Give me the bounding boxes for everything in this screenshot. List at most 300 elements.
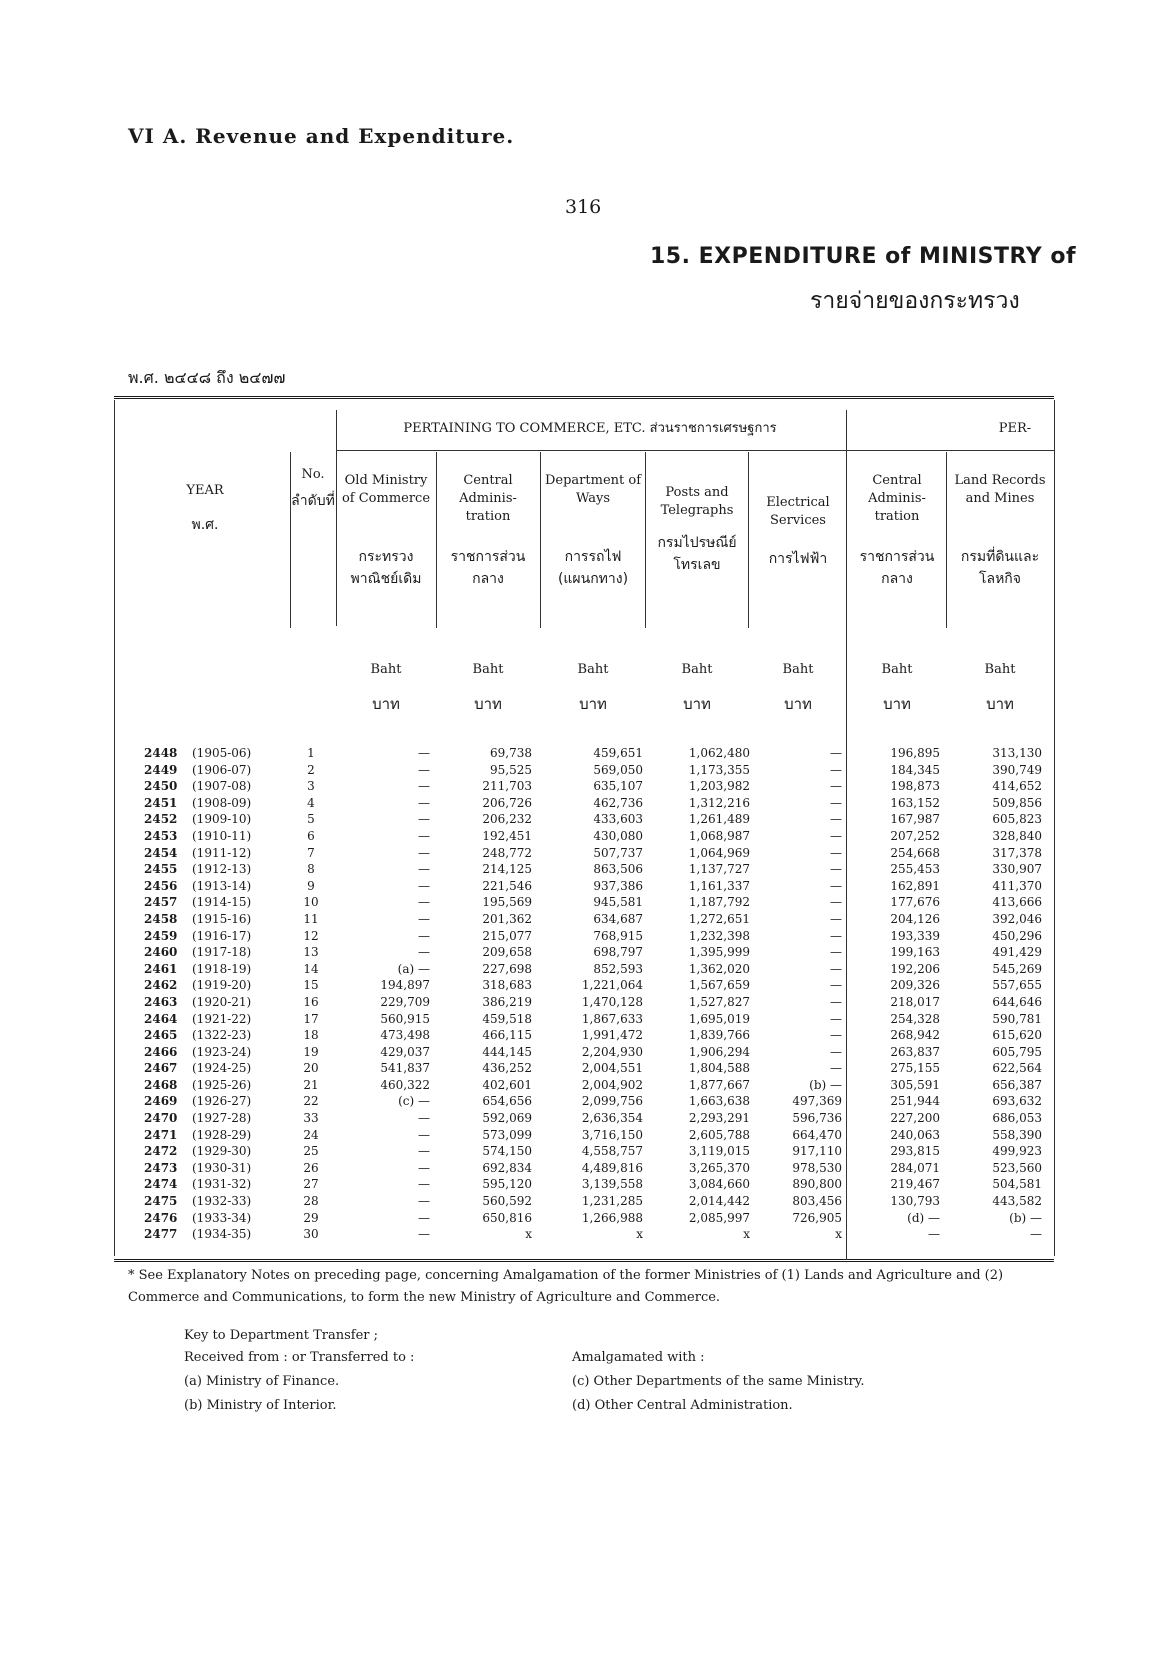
cell-electrical: 890,800 [792, 1177, 842, 1192]
unit-label: Baht [681, 662, 713, 677]
row-number: 5 [307, 812, 315, 827]
year-ad: (1910-11) [192, 828, 252, 843]
year-be: 2469 [144, 1094, 178, 1109]
year-be: 2461 [144, 961, 178, 976]
cell-land-records: 392,046 [992, 911, 1042, 926]
unit-label-thai: บาท [683, 695, 711, 713]
table-row [0, 1160, 1174, 1177]
cell-central-admin: 215,077 [482, 928, 532, 943]
year-ad: (1906-07) [192, 762, 252, 777]
cell-electrical: — [830, 928, 842, 943]
table-row [0, 928, 1174, 945]
table-row [0, 861, 1174, 878]
year-be: 2463 [144, 994, 178, 1009]
cell-dept-ways: 462,736 [593, 795, 643, 810]
cell-central-admin: 402,601 [482, 1077, 532, 1092]
cell-land-records: 411,370 [992, 878, 1042, 893]
col-divider [645, 452, 646, 628]
cell-land-records: 499,923 [992, 1144, 1042, 1159]
cell-land-records: 590,781 [992, 1011, 1042, 1026]
row-number: 26 [303, 1160, 319, 1175]
year-ad: (1921-22) [192, 1011, 252, 1026]
cell-posts-telegraphs: 1,068,987 [688, 828, 750, 843]
table-row [0, 911, 1174, 928]
year-be: 2474 [144, 1177, 178, 1192]
cell-dept-ways: 2,004,902 [581, 1077, 643, 1092]
unit-label-thai: บาท [784, 695, 812, 713]
footnotes [128, 1265, 1068, 1309]
cell-central-admin: 195,569 [482, 895, 532, 910]
year-ad: (1923-24) [192, 1044, 252, 1059]
col-header-year-thai: พ.ศ. [191, 517, 219, 533]
unit-label: Baht [984, 662, 1016, 677]
cell-central-admin: 573,099 [482, 1127, 532, 1142]
cell-dept-ways: 2,636,354 [581, 1111, 643, 1126]
cell-electrical: — [830, 1011, 842, 1026]
table-row [0, 745, 1174, 762]
cell-posts-telegraphs: 2,605,788 [688, 1127, 750, 1142]
year-be: 2473 [144, 1160, 178, 1175]
table-row [0, 1060, 1174, 1077]
year-be: 2476 [144, 1210, 178, 1225]
cell-land-records: 328,840 [992, 828, 1042, 843]
row-number: 1 [307, 746, 315, 760]
row-number: 27 [303, 1177, 319, 1192]
cell-old-ministry: — [418, 911, 430, 926]
cell-old-ministry: 473,498 [380, 1028, 430, 1043]
year-ad: (1913-14) [192, 878, 252, 893]
cell-central-admin-2: 167,987 [890, 812, 940, 827]
cell-central-admin-2: 209,326 [890, 978, 940, 993]
row-number: 7 [307, 845, 315, 860]
table-row [0, 1093, 1174, 1110]
row-number: 8 [307, 862, 315, 877]
cell-dept-ways: 768,915 [593, 928, 643, 943]
cell-land-records: 644,646 [992, 994, 1042, 1009]
cell-electrical: — [830, 1028, 842, 1043]
year-ad: (1915-16) [192, 911, 252, 926]
cell-land-records: 557,655 [992, 978, 1042, 993]
cell-central-admin: 650,816 [482, 1210, 532, 1225]
unit-label-thai: บาท [579, 695, 607, 713]
cell-land-records: 509,856 [992, 795, 1042, 810]
cell-posts-telegraphs: 1,137,727 [688, 862, 750, 877]
cell-old-ministry: — [418, 945, 430, 960]
cell-dept-ways: 634,687 [593, 911, 643, 926]
year-ad: (1924-25) [192, 1061, 252, 1076]
col-header-year: YEAR [186, 483, 224, 498]
year-be: 2467 [144, 1061, 178, 1076]
row-number: 29 [303, 1210, 319, 1225]
col-header-electrical-thai: การไฟฟ้า [768, 551, 828, 567]
year-ad: (1914-15) [192, 895, 252, 910]
cell-central-admin-2: 196,895 [890, 746, 940, 760]
cell-central-admin-2: 251,944 [890, 1094, 940, 1109]
col-header-old-ministry: Old Ministry of Commerce [341, 473, 431, 506]
cell-dept-ways: 1,991,472 [581, 1028, 643, 1043]
cell-dept-ways: 945,581 [593, 895, 643, 910]
year-be: 2458 [144, 911, 178, 926]
year-be: 2477 [144, 1227, 178, 1242]
cell-land-records: 330,907 [992, 862, 1042, 877]
cell-dept-ways: 863,506 [593, 862, 643, 877]
year-ad: (1928-29) [192, 1127, 252, 1142]
cell-land-records: 615,620 [992, 1028, 1042, 1043]
cell-central-admin: 201,362 [482, 911, 532, 926]
cell-dept-ways: 507,737 [593, 845, 643, 860]
cell-electrical: 497,369 [792, 1094, 842, 1109]
cell-central-admin-2: 305,591 [890, 1077, 940, 1092]
row-number: 20 [303, 1061, 319, 1076]
col-header-dept-ways: Department of Ways [544, 473, 641, 506]
cell-posts-telegraphs: 1,272,651 [688, 911, 750, 926]
table-row [0, 1110, 1174, 1127]
table-row [0, 977, 1174, 994]
cell-dept-ways: 4,489,816 [581, 1160, 643, 1175]
table-row [0, 944, 1174, 961]
cell-central-admin-2: 275,155 [890, 1061, 940, 1076]
cell-central-admin-2: 130,793 [890, 1194, 940, 1209]
table-row [0, 1210, 1174, 1227]
year-be: 2472 [144, 1144, 178, 1159]
cell-electrical: — [830, 895, 842, 910]
cell-old-ministry: — [418, 1177, 430, 1192]
cell-electrical: 596,736 [792, 1111, 842, 1126]
year-be: 2453 [144, 828, 178, 843]
group-header-commerce: PERTAINING TO COMMERCE, ETC. ส่วนราชการเศรษฐการ [403, 421, 777, 436]
cell-old-ministry: — [418, 795, 430, 810]
year-be: 2454 [144, 845, 178, 860]
row-number: 6 [307, 828, 315, 843]
cell-electrical: — [830, 994, 842, 1009]
cell-posts-telegraphs: 1,567,659 [688, 978, 750, 993]
table-row [0, 894, 1174, 911]
col-header-old-ministry-thai: กระทรวงพาณิชย์เดิม [350, 549, 422, 587]
year-be: 2460 [144, 945, 178, 960]
cell-posts-telegraphs: 1,261,489 [688, 812, 750, 827]
cell-land-records: 413,666 [992, 895, 1042, 910]
col-divider [748, 452, 749, 628]
cell-electrical: — [830, 795, 842, 810]
year-be: 2468 [144, 1077, 178, 1092]
year-ad: (1909-10) [192, 812, 252, 827]
year-be: 2459 [144, 928, 178, 943]
unit-label: Baht [881, 662, 913, 677]
cell-central-admin: 692,834 [482, 1160, 532, 1175]
section-heading: VI A. Revenue and Expenditure. [128, 124, 515, 148]
cell-old-ministry: — [418, 878, 430, 893]
cell-electrical: — [830, 828, 842, 843]
cell-central-admin-2: 199,163 [890, 945, 940, 960]
cell-dept-ways: 1,231,285 [581, 1194, 643, 1209]
year-be: 2449 [144, 762, 178, 777]
unit-label-thai: บาท [883, 695, 911, 713]
row-number: 15 [303, 978, 319, 993]
cell-central-admin: 318,683 [482, 978, 532, 993]
table-row [0, 1127, 1174, 1144]
row-number: 25 [303, 1144, 319, 1159]
year-be: 2466 [144, 1044, 178, 1059]
row-number: 3 [307, 779, 315, 794]
year-be: 2452 [144, 812, 178, 827]
cell-old-ministry: — [418, 895, 430, 910]
cell-electrical: — [830, 1061, 842, 1076]
row-number: 14 [303, 961, 319, 976]
year-ad: (1929-30) [192, 1144, 252, 1159]
cell-central-admin: 459,518 [482, 1011, 532, 1026]
explanatory-note: * See Explanatory Notes on preceding page, concerning Amalgamation of the former Ministries of (1) Lands and Agriculture and (2) Commerce and Communications, to form the new Ministry of Agriculture and Commerce. [128, 1268, 1004, 1305]
cell-central-admin-2: 227,200 [890, 1111, 940, 1126]
year-ad: (1916-17) [192, 928, 252, 943]
cell-posts-telegraphs: 1,161,337 [688, 878, 750, 893]
year-ad: (1925-26) [192, 1077, 252, 1092]
cell-central-admin: 436,252 [482, 1061, 532, 1076]
table-row [0, 1011, 1174, 1028]
cell-old-ministry: — [418, 1227, 430, 1242]
cell-electrical: — [830, 762, 842, 777]
key-c: (c) Other Departments of the same Ministry. [572, 1374, 865, 1389]
year-be: 2464 [144, 1011, 178, 1026]
col-header-land-records: Land Records and Mines [954, 473, 1046, 506]
cell-posts-telegraphs: 3,084,660 [688, 1177, 750, 1192]
cell-posts-telegraphs: 1,877,667 [688, 1077, 750, 1092]
cell-dept-ways: 1,470,128 [581, 994, 643, 1009]
table-row [0, 1193, 1174, 1210]
cell-old-ministry: — [418, 1210, 430, 1225]
cell-land-records: 443,582 [992, 1194, 1042, 1209]
cell-central-admin-2: 219,467 [890, 1177, 940, 1192]
cell-posts-telegraphs: 3,119,015 [688, 1144, 750, 1159]
cell-old-ministry: 429,037 [380, 1044, 430, 1059]
key-b: (b) Ministry of Interior. [184, 1398, 337, 1413]
row-number: 12 [303, 928, 319, 943]
cell-old-ministry: — [418, 812, 430, 827]
cell-dept-ways: 937,386 [593, 878, 643, 893]
cell-electrical: 664,470 [792, 1127, 842, 1142]
row-number: 22 [303, 1094, 319, 1109]
year-range: พ.ศ. ๒๔๔๘ ถึง ๒๔๗๗ [128, 368, 286, 387]
col-header-no: No. [301, 467, 325, 482]
cell-old-ministry: (a) — [397, 961, 430, 976]
year-be: 2450 [144, 779, 178, 794]
cell-posts-telegraphs: 2,085,997 [688, 1210, 750, 1225]
cell-dept-ways: 3,139,558 [581, 1177, 643, 1192]
cell-land-records: 313,130 [992, 746, 1042, 760]
col-divider [946, 452, 947, 628]
cell-electrical: — [830, 1044, 842, 1059]
cell-old-ministry: 541,837 [380, 1061, 430, 1076]
year-ad: (1912-13) [192, 862, 252, 877]
cell-dept-ways: 1,221,064 [581, 978, 643, 993]
table-row [0, 762, 1174, 779]
cell-posts-telegraphs: 1,203,982 [688, 779, 750, 794]
cell-electrical: — [830, 945, 842, 960]
year-be: 2455 [144, 862, 178, 877]
cell-central-admin-2: 254,328 [890, 1011, 940, 1026]
page-number: 316 [565, 196, 602, 218]
row-number: 21 [303, 1077, 319, 1092]
cell-central-admin-2: 162,891 [890, 878, 940, 893]
cell-old-ministry: 229,709 [380, 994, 430, 1009]
year-be: 2448 [144, 746, 178, 760]
cell-dept-ways: 4,558,757 [581, 1144, 643, 1159]
table-row [0, 1027, 1174, 1044]
key-d: (d) Other Central Administration. [572, 1398, 793, 1413]
table-title: 15. EXPENDITURE of MINISTRY of [650, 244, 1077, 269]
cell-electrical: — [830, 878, 842, 893]
cell-land-records: 686,053 [992, 1111, 1042, 1126]
cell-electrical: x [835, 1227, 842, 1242]
cell-electrical: — [830, 779, 842, 794]
cell-old-ministry: — [418, 762, 430, 777]
cell-dept-ways: 1,266,988 [581, 1210, 643, 1225]
cell-electrical: — [830, 812, 842, 827]
cell-dept-ways: 2,204,930 [581, 1044, 643, 1059]
year-ad: (1322-23) [192, 1028, 252, 1043]
cell-posts-telegraphs: 2,014,442 [688, 1194, 750, 1209]
cell-old-ministry: — [418, 828, 430, 843]
year-ad: (1934-35) [192, 1227, 252, 1242]
cell-central-admin: 654,656 [482, 1094, 532, 1109]
year-be: 2470 [144, 1111, 178, 1126]
table-row [0, 878, 1174, 895]
cell-posts-telegraphs: x [743, 1227, 750, 1242]
cell-central-admin-2: 163,152 [890, 795, 940, 810]
cell-land-records: 558,390 [992, 1127, 1042, 1142]
cell-posts-telegraphs: 1,312,216 [688, 795, 750, 810]
cell-dept-ways: 852,593 [593, 961, 643, 976]
cell-dept-ways: 1,867,633 [581, 1011, 643, 1026]
cell-posts-telegraphs: 1,839,766 [688, 1028, 750, 1043]
cell-old-ministry: — [418, 779, 430, 794]
table-title-thai: รายจ่ายของกระทรวง [810, 288, 1020, 314]
cell-central-admin-2: 268,942 [890, 1028, 940, 1043]
cell-central-admin-2: — [928, 1227, 940, 1242]
cell-land-records: — [1030, 1227, 1042, 1242]
cell-old-ministry: — [418, 1111, 430, 1126]
cell-posts-telegraphs: 1,906,294 [688, 1044, 750, 1059]
cell-posts-telegraphs: 1,527,827 [688, 994, 750, 1009]
year-ad: (1932-33) [192, 1194, 252, 1209]
row-number: 24 [303, 1127, 319, 1142]
cell-electrical: (b) — [809, 1077, 842, 1092]
year-be: 2457 [144, 895, 178, 910]
cell-electrical: 726,905 [792, 1210, 842, 1225]
row-number: 19 [303, 1044, 319, 1059]
cell-old-ministry: — [418, 928, 430, 943]
cell-central-admin-2: 207,252 [890, 828, 940, 843]
col-header-central-admin-thai: ราชการส่วนกลาง [450, 549, 526, 587]
row-number: 28 [303, 1194, 319, 1209]
year-ad: (1919-20) [192, 978, 252, 993]
cell-land-records: 605,823 [992, 812, 1042, 827]
year-ad: (1905-06) [192, 746, 252, 760]
col-divider [436, 452, 437, 628]
cell-dept-ways: 635,107 [593, 779, 643, 794]
year-be: 2471 [144, 1127, 178, 1142]
row-number: 13 [303, 945, 319, 960]
cell-central-admin-2: 263,837 [890, 1044, 940, 1059]
col-header-posts-thai: กรมไปรษณีย์โทรเลข [657, 535, 737, 573]
cell-posts-telegraphs: 1,187,792 [688, 895, 750, 910]
cell-posts-telegraphs: 1,062,480 [688, 746, 750, 760]
cell-land-records: 622,564 [992, 1061, 1042, 1076]
row-number: 17 [303, 1011, 319, 1026]
cell-electrical: — [830, 845, 842, 860]
cell-central-admin-2: 177,676 [890, 895, 940, 910]
row-number: 4 [307, 795, 315, 810]
cell-dept-ways: 698,797 [593, 945, 643, 960]
cell-central-admin: 206,232 [482, 812, 532, 827]
col-divider [336, 410, 337, 626]
row-number: 2 [307, 762, 315, 777]
cell-land-records: (b) — [1009, 1210, 1042, 1225]
year-ad: (1907-08) [192, 779, 252, 794]
cell-old-ministry: (c) — [398, 1094, 430, 1109]
cell-central-admin: 192,451 [482, 828, 532, 843]
cell-old-ministry: — [418, 1160, 430, 1175]
cell-old-ministry: — [418, 862, 430, 877]
cell-posts-telegraphs: 1,663,638 [688, 1094, 750, 1109]
cell-central-admin: 209,658 [482, 945, 532, 960]
row-number: 11 [303, 911, 319, 926]
cell-old-ministry: — [418, 746, 430, 760]
col-header-central-admin-2-thai: ราชการส่วนกลาง [859, 549, 935, 587]
group-header-per: PER- [998, 421, 1032, 436]
table-row [0, 994, 1174, 1011]
year-be: 2451 [144, 795, 178, 810]
cell-central-admin: 592,069 [482, 1111, 532, 1126]
year-ad: (1931-32) [192, 1177, 252, 1192]
cell-dept-ways: x [636, 1227, 643, 1242]
group-header-rule [336, 450, 1054, 451]
col-header-central-admin-2: Central Adminis- tration [868, 473, 926, 524]
cell-posts-telegraphs: 1,173,355 [688, 762, 750, 777]
table-row [0, 845, 1174, 862]
cell-dept-ways: 430,080 [593, 828, 643, 843]
table-row [0, 1077, 1174, 1094]
cell-central-admin: 444,145 [482, 1044, 532, 1059]
cell-posts-telegraphs: 1,064,969 [688, 845, 750, 860]
year-be: 2462 [144, 978, 178, 993]
cell-dept-ways: 433,603 [593, 812, 643, 827]
cell-central-admin-2: 284,071 [890, 1160, 940, 1175]
cell-land-records: 545,269 [992, 961, 1042, 976]
cell-central-admin-2: 293,815 [890, 1144, 940, 1159]
cell-central-admin-2: 255,453 [890, 862, 940, 877]
cell-central-admin-2: 240,063 [890, 1127, 940, 1142]
cell-central-admin: 560,592 [482, 1194, 532, 1209]
cell-old-ministry: 194,897 [380, 978, 430, 993]
cell-land-records: 491,429 [992, 945, 1042, 960]
year-be: 2465 [144, 1028, 178, 1043]
cell-central-admin: 69,738 [490, 746, 532, 760]
table-row [0, 811, 1174, 828]
cell-land-records: 605,795 [992, 1044, 1042, 1059]
year-be: 2475 [144, 1194, 178, 1209]
cell-electrical: — [830, 961, 842, 976]
cell-central-admin: x [525, 1227, 532, 1242]
cell-land-records: 523,560 [992, 1160, 1042, 1175]
year-ad: (1911-12) [192, 845, 252, 860]
unit-label: Baht [782, 662, 814, 677]
unit-label: Baht [472, 662, 504, 677]
cell-posts-telegraphs: 1,232,398 [688, 928, 750, 943]
cell-central-admin-2: 204,126 [890, 911, 940, 926]
cell-land-records: 390,749 [992, 762, 1042, 777]
cell-dept-ways: 2,004,551 [581, 1061, 643, 1076]
row-number: 30 [303, 1227, 319, 1242]
